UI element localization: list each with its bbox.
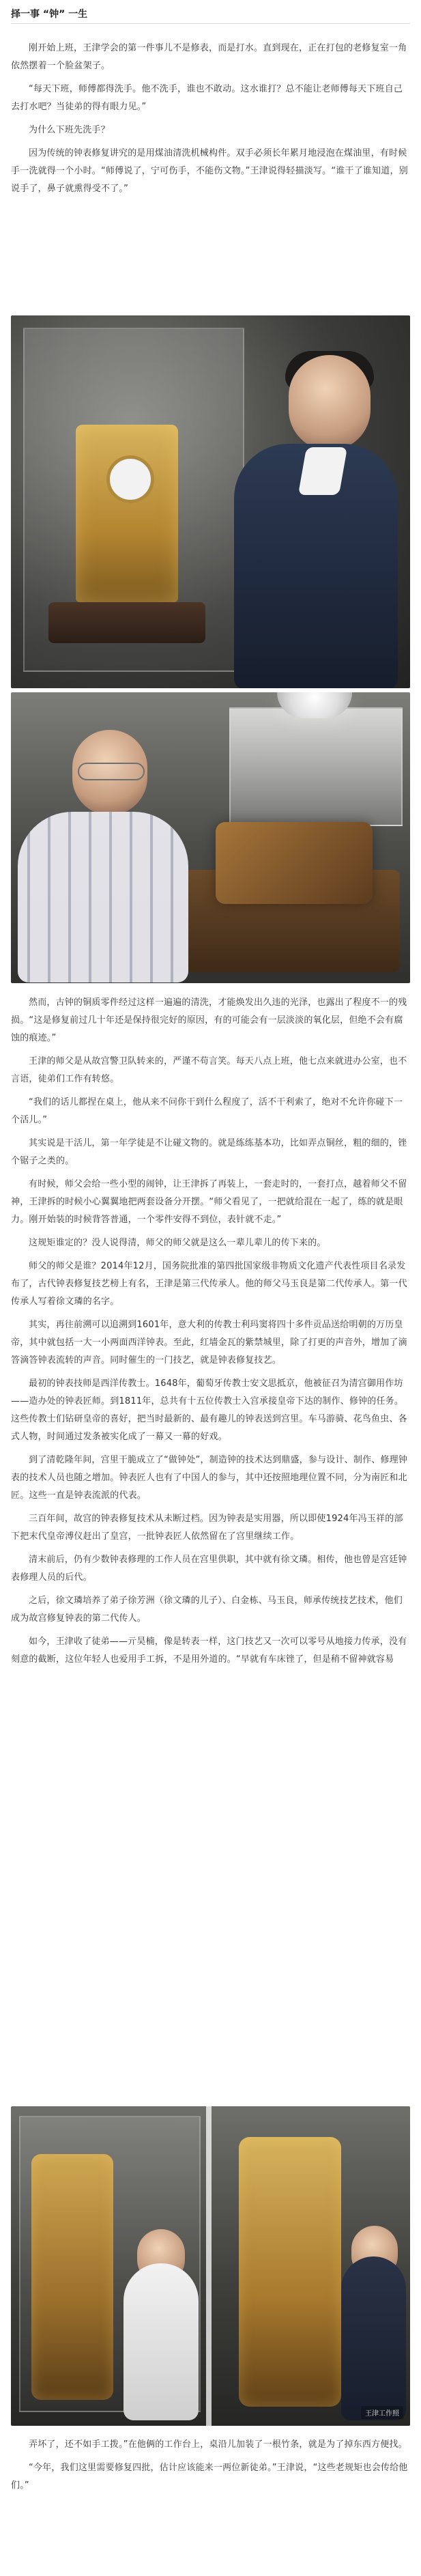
glasses [78,763,145,780]
collage-left [11,2106,206,2426]
paragraph: “每天下班，师傅都得洗手。他不洗手，谁也不敢动。这水谁打？总不能让老师傅每天下班自己去打水吧？当徒弟的得有眼力见。” [11,84,403,112]
photo-restoring-clock-1 [11,315,410,688]
photo-divider [206,2106,212,2426]
paragraph: 弄坏了，还不如手工拨。”在他俩的工作台上，桌沿儿加装了一根竹条，就是为了掉东西方便找。 [29,2439,407,2450]
restorer [18,716,188,982]
head [289,355,371,451]
paragraph: “我们的话儿都捏在桌上，他从来不问你干到什么程度了，活不干利索了，绝对不允许你碰下一个活儿。” [11,1097,403,1125]
clock-mechanism [216,822,373,904]
collage-right [212,2106,410,2426]
collar [298,447,347,495]
paragraph: “今年，我们这里需要修复四批，估计应该能来一两位新徒弟。”王津说，“这些老规矩也会传给他们。” [11,2463,408,2491]
paragraph: 师父的师父是谁？2014年12月，国务院批准的第四批国家级非物质文化遗产代表性项目名录发布了，古代钟表修复技艺榜上有名，王津是第三代传承人。他的师父马玉良是第二代传承人。第一代传承人写着徐文璘的名字。 [11,1261,407,1307]
window [229,707,403,826]
antique-clock [76,425,178,602]
title-divider [11,23,410,24]
paragraph: 三百年间，故宫的钟表修复技术从未断过档。因为钟表是实用器，所以即使1924年冯玉祥的部下把末代皇帝溥仪赶出了皇宫，一批钟表匠人依然留在了宫里继续工作。 [11,1514,403,1542]
photo-caption: 王津工作照 [361,2406,403,2419]
paragraph: 到了清乾隆年间，宫里干脆成立了“做钟处”，制造钟的技术达到鼎盛，参与设计、制作、修理钟表的技术人员也随之增加。钟表匠人也有了中国人的参与，其中还按照地理位置不同，分为南匠和北匠。这些一直是钟表流派的代表。 [11,1455,408,1501]
restorer [227,355,398,688]
paragraph: 然而，古钟的铜质零件经过这样一遍遍的清洗，才能焕发出久违的光泽，也露出了程度不一的残损。“这是修复前过几十年还是保持很完好的原因，有的可能会有一层淡淡的氧化层，但绝不会有腐蚀的痕迹。” [11,997,407,1043]
paragraph: 有时候，师父会给一些小型的闹钟，让王津拆了再装上，一套走时的，一套打点，越着师父不留神，王津拆的时候小心翼翼地把两套设备分开摆。“师父看见了，一把就给混在一起了，练的就是眼力。刚开始装的时候背答普通，一个零件安得不到位，表针就不走。” [11,1179,407,1225]
clock-face [106,455,154,503]
shirt [18,812,188,982]
antique-clock [31,2154,113,2400]
article-body-top [11,40,410,198]
restorer [341,2256,406,2420]
paragraph: 其实说是干活儿，第一年学徒是不让碰文物的。就是练练基本功，比如弄点铜丝，粗的细的，锉个锯子之类的。 [11,1138,407,1166]
photo-restoring-clock-2 [11,692,410,983]
paragraph: 刚开始上班，王津学会的第一件事儿不是修表，而是打水。直到现在，正在打包的老修复室一角依然摆着一个脸盆架子。 [11,43,407,71]
paragraph: 王津的师父是从故宫警卫队转来的，严谨不苟言笑。每天八点上班，他七点来就进办公室，也不言语，徒弟们工作有转悠。 [11,1056,407,1084]
article-body-mid [11,994,410,1669]
clock-base [48,602,205,643]
photo-clock-restoration-collage [11,2106,410,2426]
antique-clock [239,2137,341,2407]
paragraph: 其实，再往前溯可以追溯到1601年，意大利的传教士利玛窦将四十多件贡品送给明朝的万历皇帝，其中就包括一大一小两面西洋钟表。至此，红墙金瓦的紫禁城里，除了打更的声音外，增加了滴答滴答钟表流转的声音。同时催生的一门技艺，就是钟表修复技艺。 [11,1320,407,1365]
article-body-bottom [11,2436,410,2495]
paragraph: 这规矩谁定的？没人说得清，师父的师父就是这么一辈儿辈儿的传下来的。 [29,1238,326,1248]
restorer [124,2263,199,2420]
paragraph: 最初的钟表技师是西洋传教士。1648年，葡萄牙传教士安文思抵京，他被征召为清宫御用作坊——造办处的钟表匠师。到1811年，总共有十五位传教士入宫承接皇帝下达的制作、修钟的任务。这些传教士们钻研皇帝的喜好，把当时最新的、最有趣儿的钟表送到宫里。车马游骑、花鸟鱼虫、各式人物，时间通过发条被实化成了一幕又一幕的好戏。 [11,1378,407,1442]
paragraph: 如今，王津收了徒弟——亓昊楠，像是转表一样，这门技艺又一次可以零号从地接力传承，没有刻意的截断，这位年轻人也爱用手工拆，不是用外道的。“早就有车床锉了，但是稍不留神就容易 [11,1637,407,1665]
paragraph: 之后，徐文璘培养了弟子徐芳洲（徐文璘的儿子）、白金栋、马玉良，师承传统技艺技术，他们成为故宫修复钟表的第二代传人。 [11,1596,403,1624]
page-title: 择一事 “钟” 一生 [11,9,88,20]
paragraph: 为什么下班先洗手？ [29,125,110,135]
paragraph: 清末前后，仍有少数钟表修理的工作人员在宫里供职，其中就有徐文璘。相传，他也曾是宫廷钟表修理人员的后代。 [11,1555,407,1583]
paragraph: 因为传统的钟表修复讲究的是用煤油清洗机械构件。双手必须长年累月地浸泡在煤油里，有时候手一洗就得一个小时。“师傅说了，宁可伤手，不能伤文物。”王津说得轻描淡写。“谁干了谁知道，别说手了，鼻子就熏得受不了。” [11,148,408,194]
